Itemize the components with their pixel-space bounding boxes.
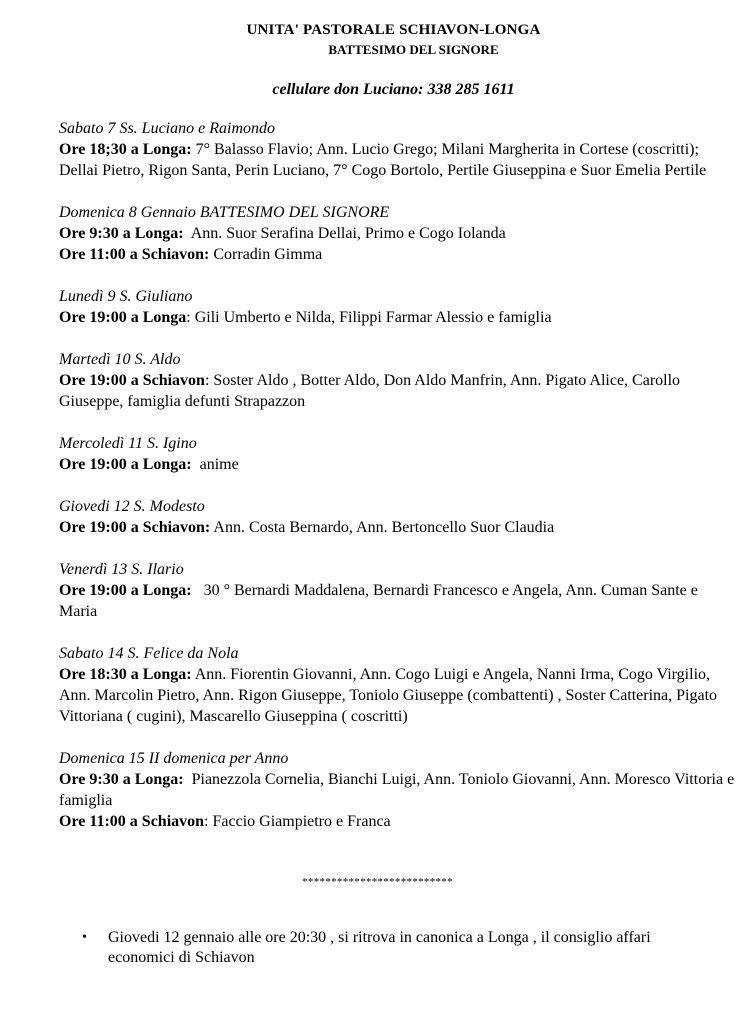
day-heading: Sabato 7 Ss. Luciano e Raimondo [59,120,275,137]
day-block [59,433,739,475]
mass-intentions: anime [191,456,239,473]
mass-time: Ore 19:00 a Longa: [59,456,192,473]
mass-intentions: 30 ° Bernardi Maddalena, Bernardi Francesco e Angela, Ann. Cuman Sante e Maria [59,582,702,620]
mass-time: Ore 9:30 a Longa: [59,225,184,242]
mass-intentions: Ann. Suor Serafina Dellai, Primo e Cogo Iolanda [183,225,506,242]
mass-intentions: : Soster Aldo , Botter Aldo, Don Aldo Manfrin, Ann. Pigato Alice, Carollo Giuseppe, famiglia defunti Strapazzon [59,372,685,410]
mass-time: Ore 19:00 a Schiavon [59,372,205,389]
day-heading: Lunedì 9 S. Giuliano [59,288,193,305]
day-block [59,118,739,181]
page-title: UNITA' PASTORALE SCHIAVON-LONGA [246,22,541,38]
mass-time: Ore 19:00 a Schiavon: [59,519,211,536]
mass-intentions: Ann. Costa Bernardo, Ann. Bertoncello Suor Claudia [210,519,555,536]
day-heading: Mercoledì 11 S. Igino [59,435,197,452]
mass-entry [59,454,739,475]
mass-intentions: Pianezzola Cornelia, Bianchi Luigi, Ann. Toniolo Giovanni, Ann. Moresco Vittoria e famiglia [59,771,739,809]
announcement-text: Giovedi 12 gennaio alle ore 20:30 , si ritrova in canonica a Longa , il consiglio affari economici di Schiavon [108,929,651,966]
mass-entry [59,769,739,811]
page-subtitle: BATTESIMO DEL SIGNORE [328,42,499,57]
mass-intentions: 7° Balasso Flavio; Ann. Lucio Grego; Milani Margherita in Cortese (coscritti); Dellai Pietro, Rigon Santa, Perin Luciano, 7° Cogo Bortolo, Pertile Giuseppina e Suor Emelia Pertile [59,141,707,179]
mass-entry [59,307,739,328]
day-heading: Sabato 14 S. Felice da Nola [59,645,239,662]
day-heading: Venerdì 13 S. Ilario [59,561,184,578]
mass-intentions: : Faccio Giampietro e Franca [204,813,391,830]
day-block [59,496,739,538]
mass-time: Ore 11:00 a Schiavon: [59,246,210,263]
mass-entry [59,139,739,181]
day-heading: Domenica 15 II domenica per Anno [59,750,289,767]
mass-time: Ore 18;30 a Longa: [59,141,192,158]
day-block [59,349,739,412]
mass-intentions: : Gili Umberto e Nilda, Filippi Farmar Alessio e famiglia [186,309,552,326]
mass-entry [59,811,739,832]
day-heading: Giovedi 12 S. Modesto [59,498,205,515]
mass-entry [59,370,739,412]
phone-line: cellulare don Luciano: 338 285 1611 [272,81,515,98]
mass-intentions: Corradin Gimma [209,246,323,263]
day-block [59,559,739,622]
day-block [59,202,739,265]
announcements [80,928,720,968]
mass-time: Ore 19:00 a Longa [59,309,187,326]
mass-time: Ore 19:00 a Longa: [59,582,192,599]
mass-entry [59,580,739,622]
mass-time: Ore 9:30 a Longa: [59,771,184,788]
mass-schedule [59,118,739,853]
bullet-icon: • [82,930,87,945]
mass-intentions: Ann. Fiorentin Giovanni, Ann. Cogo Luigi e Angela, Nanni Irma, Cogo Virgilio, Ann. Marcolin Pietro, Ann. Rigon Giuseppe, Toniolo Giuseppe (combattenti) , Soster Catterina, Pigato Vittoriana ( cugini), Mascarello Giuseppina ( coscritti) [59,666,721,725]
day-block [59,286,739,328]
announcement-item [80,928,720,968]
day-block [59,643,739,727]
mass-entry [59,664,739,727]
mass-time: Ore 11:00 a Schiavon [59,813,205,830]
mass-entry [59,517,739,538]
day-heading: Martedì 10 S. Aldo [59,351,181,368]
day-block [59,748,739,832]
mass-time: Ore 18:30 a Longa: [59,666,192,683]
mass-entry [59,244,739,265]
mass-entry [59,223,739,244]
separator: ************************** [302,876,453,888]
day-heading: Domenica 8 Gennaio BATTESIMO DEL SIGNORE [59,204,390,221]
